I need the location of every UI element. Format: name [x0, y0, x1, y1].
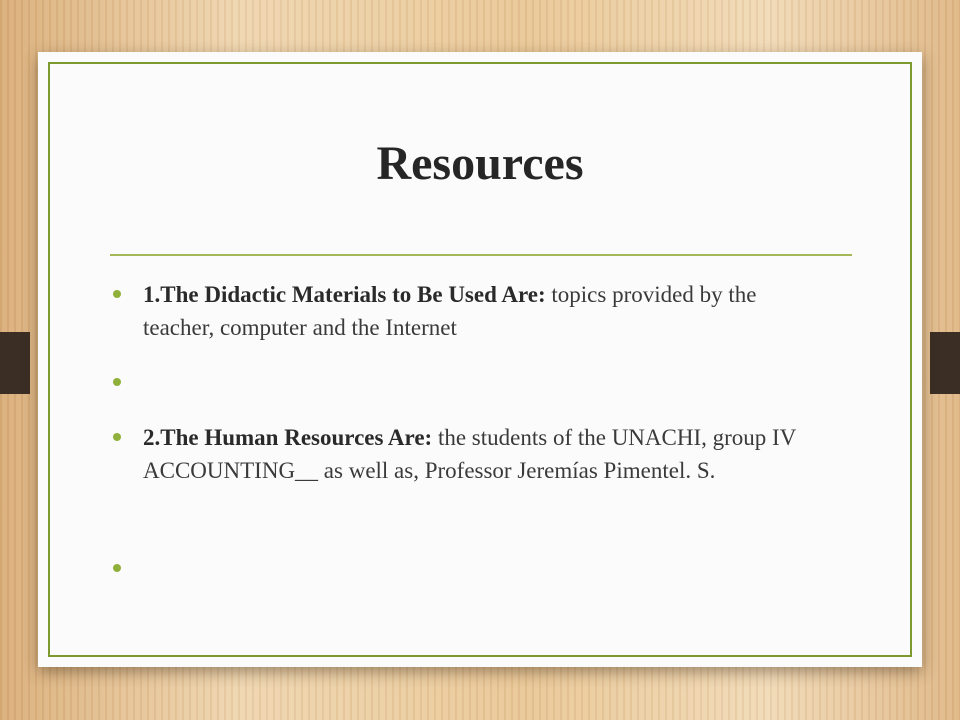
bullet-text: the students of the UNACHI, group IV ACCOUNTING__ as well as, Professor Jeremías Pimentel. S. [143, 425, 796, 483]
bullet-dot-icon [113, 378, 121, 386]
bullet-heading: 2.The Human Resources Are: [143, 425, 433, 450]
left-side-tab [0, 332, 30, 394]
bullet-heading: 1.The Didactic Materials to Be Used Are: [143, 282, 546, 307]
bullet-item [113, 421, 833, 487]
title-divider [110, 254, 852, 256]
bullet-text: topics provided by the teacher, computer and the Internet [143, 282, 757, 340]
right-side-tab [930, 332, 960, 394]
slide-title: Resources [376, 137, 584, 190]
bullet-item [113, 278, 833, 344]
bullet-dot-icon [113, 433, 121, 441]
bullet-dot-icon [113, 290, 121, 298]
bullet-dot-icon [113, 564, 121, 572]
